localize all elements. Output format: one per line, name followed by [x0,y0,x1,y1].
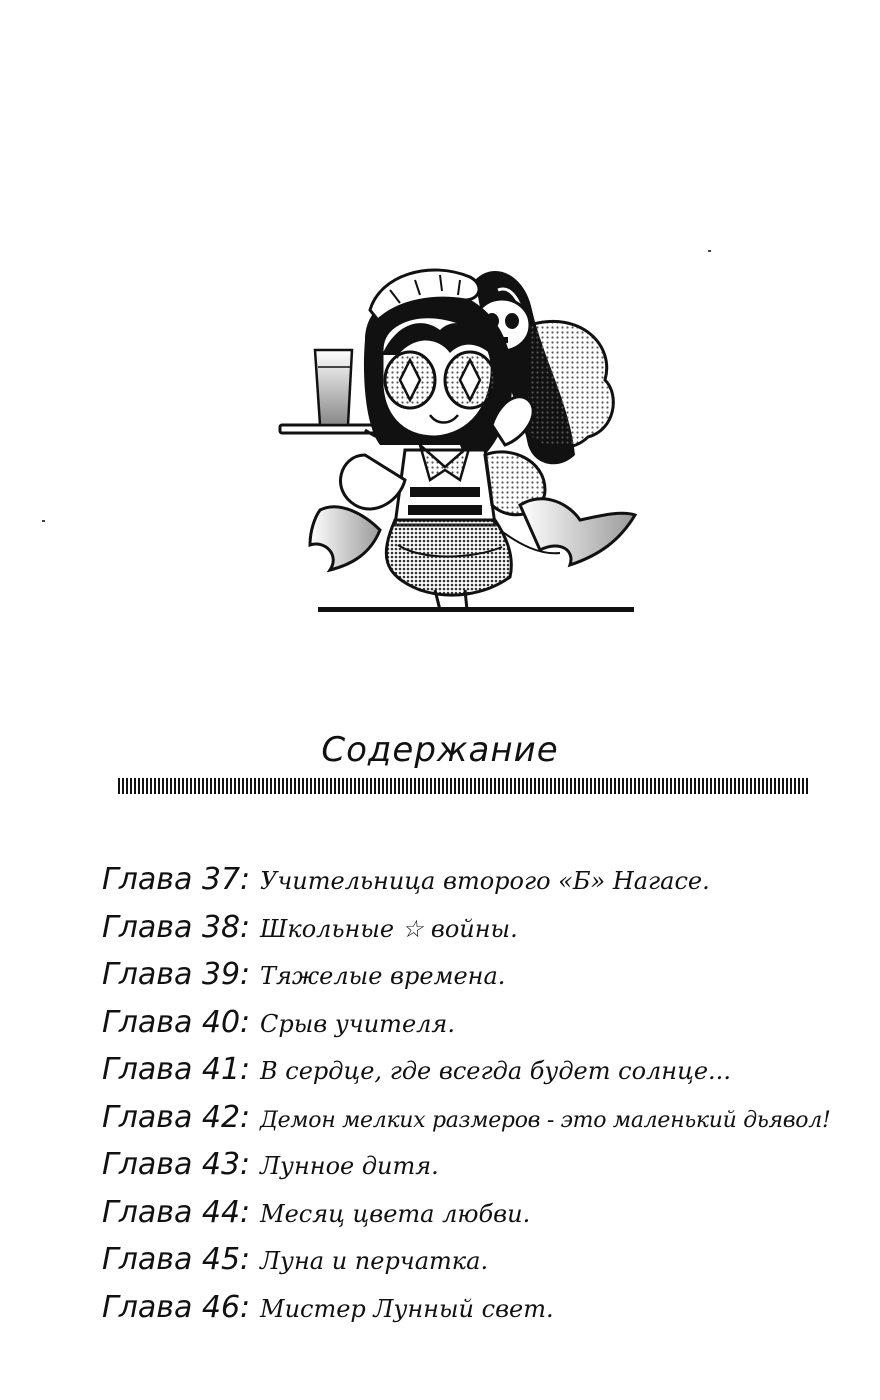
chapter-title: Тяжелые времена. [260,962,506,990]
chapter-item [102,1242,872,1290]
chapter-number: Глава 39: [102,957,251,992]
floor-line [318,607,634,612]
chapter-title: Лунное дитя. [260,1152,439,1180]
chapter-item [102,1195,872,1243]
chapter-item [102,1005,872,1053]
chapter-title: Демон мелких размеров - это маленький дьявол! [260,1107,831,1133]
scan-speck [708,250,711,252]
chapter-item [102,1147,872,1195]
chapter-item [102,1100,872,1148]
chapter-item [102,910,872,958]
title-divider [118,778,808,794]
chapter-number: Глава 43: [102,1147,251,1182]
scan-speck [42,520,45,522]
chapter-item [102,957,872,1005]
chapter-number: Глава 42: [102,1099,251,1135]
chapter-title: В сердце, где всегда будет солнце... [260,1057,731,1085]
table-of-contents-title: Содержание [321,730,559,770]
chapter-title: Срыв учителя. [260,1009,455,1038]
chapter-number: Глава 37: [102,862,251,897]
chapter-number: Глава 45: [102,1242,251,1277]
chapter-title: Школьные ☆ войны. [260,914,518,943]
chapter-item [102,1290,872,1338]
chapter-title: Мистер Лунный свет. [260,1294,554,1323]
chapter-title: Месяц цвета любви. [260,1199,531,1228]
chapter-item [102,1052,872,1100]
chapter-number: Глава 40: [102,1004,251,1040]
chapter-number: Глава 46: [102,1289,251,1325]
chapter-title: Луна и перчатка. [260,1247,489,1275]
chapter-number: Глава 44: [102,1194,251,1230]
chapter-title: Учительница второго «Б» Нагасе. [260,867,710,895]
left-eye-icon [385,352,435,408]
chapter-item [102,862,872,910]
chapter-number: Глава 41: [102,1052,251,1087]
chapter-number: Глава 38: [102,909,251,945]
right-eye-icon [445,352,495,408]
chibi-maid-illustration [270,255,650,625]
chapter-list [102,862,872,1337]
drink-glass-icon [315,350,352,425]
